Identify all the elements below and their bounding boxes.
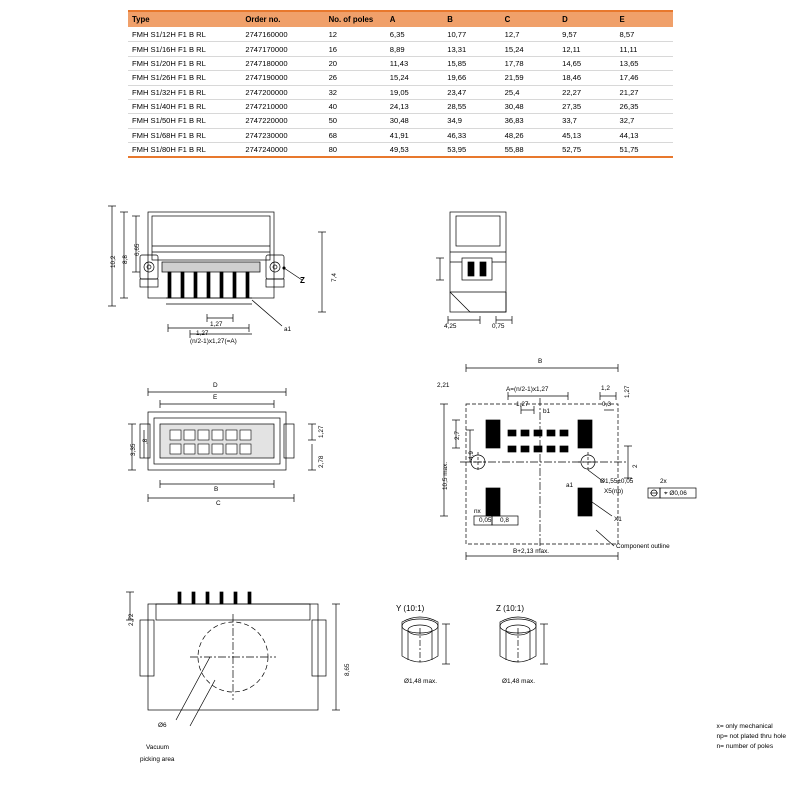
cell-b: 19,66 xyxy=(443,71,500,85)
dim-pcb-1-27-right: 1,27 xyxy=(624,385,631,398)
cell-b: 23,47 xyxy=(443,85,500,99)
notes-block xyxy=(717,722,786,752)
cell-d: 22,27 xyxy=(558,85,615,99)
dim-pcb-1-27: 1,27 xyxy=(516,401,529,408)
col-header-c: C xyxy=(501,11,558,28)
cell-type: FMH S1/20H F1 B RL xyxy=(128,56,241,70)
table-row xyxy=(128,128,673,142)
dim-top-3-35: 3,35 xyxy=(130,443,137,456)
cell-e: 51,75 xyxy=(619,145,639,155)
dim-pcb-2-7: 2,7 xyxy=(454,431,461,440)
dim-side-4-25: 4,25 xyxy=(444,323,457,330)
table-row xyxy=(128,71,673,85)
col-header-e: E xyxy=(616,11,673,28)
cell-a: 41,91 xyxy=(386,128,443,142)
dim-pcb-2: 2 xyxy=(632,464,639,468)
cell-d: 14,65 xyxy=(558,56,615,70)
label-z-callout: Z xyxy=(300,276,305,285)
dim-front-7-4: 7,4 xyxy=(331,273,338,282)
cell-poles: 32 xyxy=(325,85,386,99)
cell-c: 48,26 xyxy=(501,128,558,142)
cell-type: FMH S1/68H F1 B RL xyxy=(128,128,241,142)
view-bottom-plan xyxy=(126,592,340,726)
cell-type: FMH S1/40H F1 B RL xyxy=(128,99,241,113)
dim-pcb-4-9: 4,9 xyxy=(468,451,475,460)
cell-a: 49,53 xyxy=(389,145,409,155)
col-header-order-no: Order no. xyxy=(241,11,324,28)
cell-order: 2747180000 xyxy=(241,56,324,70)
cell-a: 30,48 xyxy=(386,114,443,128)
note-2: np= not plated thru hole xyxy=(716,733,786,740)
label-a1-front: a1 xyxy=(284,326,292,333)
cell-c: 21,59 xyxy=(501,71,558,85)
cell-c: 25,4 xyxy=(501,85,558,99)
col-header-a: A xyxy=(386,11,443,28)
detail-y-title: Y (10:1) xyxy=(396,604,425,613)
dim-side-0-75: 0,75 xyxy=(492,323,505,330)
cell-order: 2747230000 xyxy=(241,128,324,142)
cell-order: 2747240000 xyxy=(245,145,288,155)
dim-top-b: B xyxy=(214,486,219,493)
cell-poles: 80 xyxy=(328,145,338,155)
dim-front-8-8: 8,8 xyxy=(122,255,129,264)
label-b1: b1 xyxy=(543,408,551,415)
dim-top-2-78: 2,78 xyxy=(318,455,325,468)
label-component-outline: Component outline xyxy=(616,543,670,550)
dim-front-6-65: 6,65 xyxy=(134,243,141,256)
label-vacuum-line2: picking area xyxy=(140,756,175,763)
cell-c: 36,83 xyxy=(501,114,558,128)
cell-order: 2747220000 xyxy=(241,114,324,128)
cell-poles: 40 xyxy=(325,99,386,113)
cell-e: 17,46 xyxy=(616,71,673,85)
cell-type: FMH S1/26H F1 B RL xyxy=(128,71,241,85)
dim-pcb-2-21: 2,21 xyxy=(437,382,450,389)
table-row xyxy=(128,85,673,99)
table-header-row xyxy=(128,11,673,28)
cell-a: 6,35 xyxy=(386,28,443,42)
col-header-poles: No. of poles xyxy=(325,11,386,28)
view-pcb-layout xyxy=(440,364,696,560)
cell-type: FMH S1/32H F1 B RL xyxy=(128,85,241,99)
dim-pcb-0-8: 0,8 xyxy=(500,517,509,524)
detail-y-dim: Ø1,48 max. xyxy=(404,678,438,685)
cell-poles: 26 xyxy=(325,71,386,85)
cell-e: 13,65 xyxy=(616,56,673,70)
dim-front-formula: (n/2-1)x1,27(=A) xyxy=(190,338,237,345)
view-top-plan xyxy=(128,388,316,502)
cell-b: 10,77 xyxy=(443,28,500,42)
label-vacuum-line1: Vacuum xyxy=(146,744,169,751)
dim-bottom-o6: Ø6 xyxy=(158,722,167,729)
cell-d: 18,46 xyxy=(558,71,615,85)
cell-b: 28,55 xyxy=(443,99,500,113)
cell-type: FMH S1/12H F1 B RL xyxy=(128,28,241,42)
table-row xyxy=(128,114,673,128)
cell-d: 9,57 xyxy=(558,28,615,42)
view-side-elevation xyxy=(436,212,512,324)
table-row xyxy=(128,143,673,158)
col-header-d: D xyxy=(558,11,615,28)
table-row xyxy=(128,28,673,42)
cell-poles: 16 xyxy=(325,42,386,56)
cell-e: 8,57 xyxy=(616,28,673,42)
cell-b: 53,95 xyxy=(447,145,467,155)
dim-pcb-1-2: 1,2 xyxy=(601,385,610,392)
cell-order: 2747170000 xyxy=(241,42,324,56)
cell-e: 44,13 xyxy=(616,128,673,142)
dim-top-0-8: ,8 xyxy=(142,438,149,444)
dim-pcb-0-3: 0,3 xyxy=(602,401,611,408)
dim-pcb-hole-note: X5(np) xyxy=(604,488,624,495)
cell-d: 33,7 xyxy=(558,114,615,128)
dim-bottom-2-72: 2,72 xyxy=(128,613,135,626)
cell-poles: 68 xyxy=(325,128,386,142)
detail-view-z xyxy=(500,617,548,664)
table-row xyxy=(128,42,673,56)
cell-order: 2747210000 xyxy=(241,99,324,113)
cell-d: 27,35 xyxy=(558,99,615,113)
label-x1: X1 xyxy=(614,516,622,523)
dim-pcb-b-2-13: B+2,13 max. xyxy=(513,548,550,555)
cell-c: 30,48 xyxy=(501,99,558,113)
dim-pcb-10-5-max: 10,5 max. xyxy=(442,461,449,490)
dim-top-1-27: 1,27 xyxy=(318,425,325,438)
cell-b: 15,85 xyxy=(443,56,500,70)
cell-a: 15,24 xyxy=(386,71,443,85)
cell-a: 11,43 xyxy=(386,56,443,70)
detail-view-y xyxy=(402,617,450,664)
note-3: n= number of poles xyxy=(716,743,774,750)
dim-bottom-8-65: 8,65 xyxy=(344,663,351,676)
dim-front-1-27b: 1,27 xyxy=(196,330,209,337)
cell-e: 26,35 xyxy=(616,99,673,113)
dim-front-1-27: 1,27 xyxy=(210,321,223,328)
dim-top-c: C xyxy=(216,500,221,507)
cell-e: 32,7 xyxy=(616,114,673,128)
cell-d: 52,75 xyxy=(562,145,582,155)
cell-c: 17,78 xyxy=(501,56,558,70)
dim-pcb-hole-dia: Ø1,55±0,05 xyxy=(600,478,634,485)
dim-front-10-2: 10,2 xyxy=(110,255,117,268)
cell-b: 46,33 xyxy=(443,128,500,142)
cell-c: 15,24 xyxy=(501,42,558,56)
dim-pcb-a-formula: A=(n/2-1)x1,27 xyxy=(506,386,549,393)
cell-a: 8,89 xyxy=(386,42,443,56)
specification-table xyxy=(128,10,673,158)
cell-b: 34,9 xyxy=(443,114,500,128)
cell-poles: 20 xyxy=(325,56,386,70)
cell-c: 55,88 xyxy=(504,145,524,155)
detail-z-title: Z (10:1) xyxy=(496,604,525,613)
detail-z-dim: Ø1,48 max. xyxy=(502,678,536,685)
dim-top-e: E xyxy=(213,394,218,401)
cell-a: 19,05 xyxy=(386,85,443,99)
table-row xyxy=(128,56,673,70)
cell-type: FMH S1/16H F1 B RL xyxy=(128,42,241,56)
dim-pcb-2x: 2x xyxy=(660,478,667,485)
cell-d: 45,13 xyxy=(558,128,615,142)
cell-order: 2747200000 xyxy=(241,85,324,99)
dim-pcb-nx: nx xyxy=(474,508,481,515)
table-row xyxy=(128,99,673,113)
cell-c: 12,7 xyxy=(501,28,558,42)
dim-pcb-tol-pos: ⌖ Ø0,06 xyxy=(664,490,687,497)
col-header-type: Type xyxy=(128,11,241,28)
col-header-b: B xyxy=(443,11,500,28)
cell-type: FMH S1/50H F1 B RL xyxy=(128,114,241,128)
dim-pcb-0-05: 0,05 xyxy=(479,517,492,524)
cell-order: 2747160000 xyxy=(241,28,324,42)
cell-poles: 50 xyxy=(325,114,386,128)
cell-e: 21,27 xyxy=(616,85,673,99)
dim-top-d: D xyxy=(213,382,218,389)
cell-order: 2747190000 xyxy=(241,71,324,85)
cell-poles: 12 xyxy=(325,28,386,42)
cell-a: 24,13 xyxy=(386,99,443,113)
cell-d: 12,11 xyxy=(558,42,615,56)
cell-b: 13,31 xyxy=(443,42,500,56)
cell-e: 11,11 xyxy=(616,42,673,56)
label-a1-pcb: a1 xyxy=(566,482,574,489)
note-1: x= only mechanical xyxy=(716,723,773,730)
view-front-elevation xyxy=(108,206,326,338)
cell-type: FMH S1/80H F1 B RL xyxy=(132,145,206,155)
dim-pcb-b: B xyxy=(538,358,543,365)
